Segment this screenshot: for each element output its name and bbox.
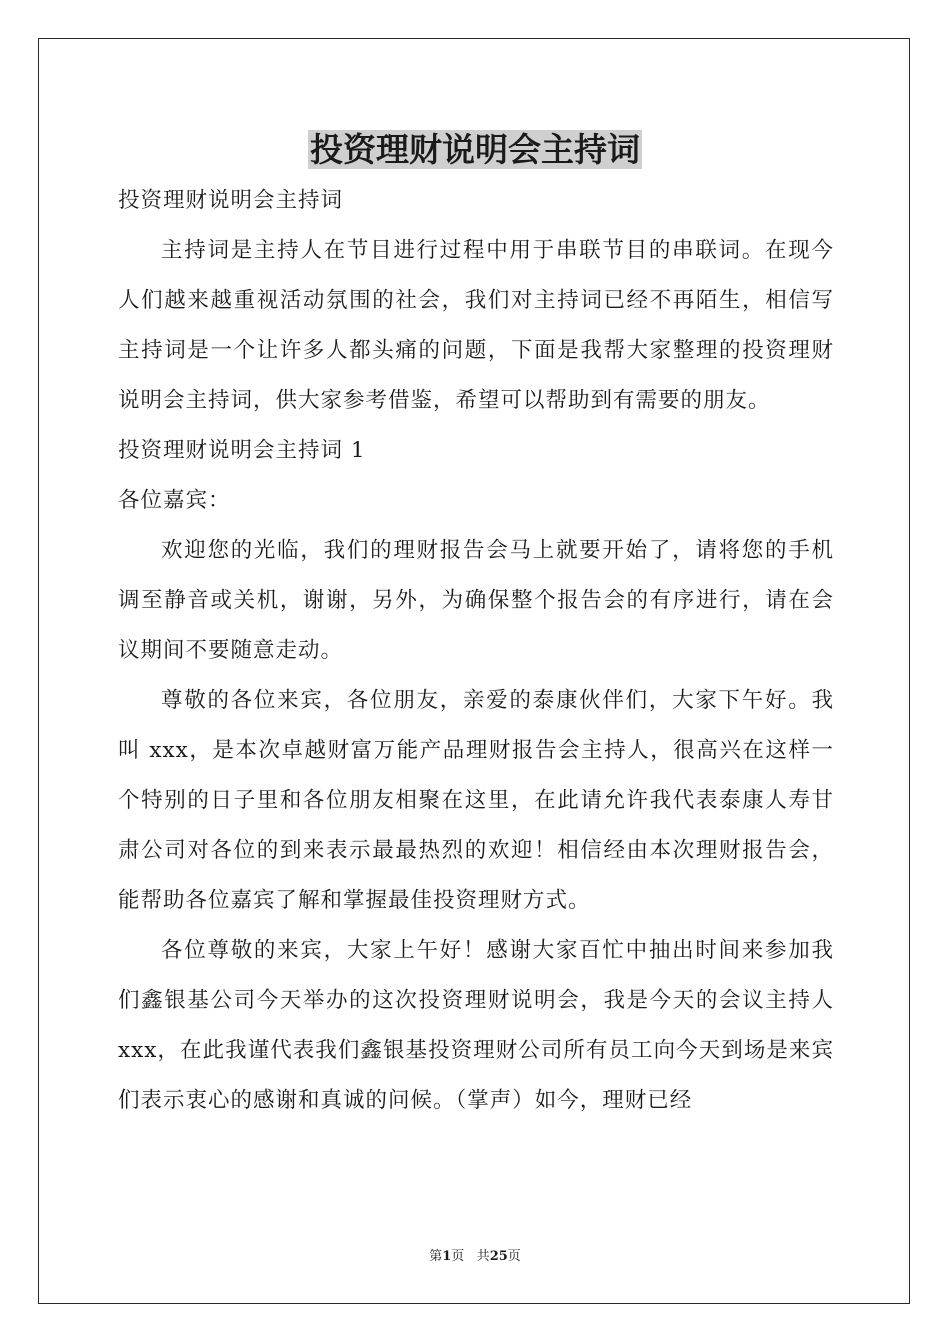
paragraph-welcome: 欢迎您的光临，我们的理财报告会马上就要开始了，请将您的手机调至静音或关机，谢谢，另外，为确保整个报告会的有序进行，请在会议期间不要随意走动。 <box>118 538 834 663</box>
page-prefix: 第 <box>429 1249 443 1264</box>
document-title-text: 投资理财说明会主持词 <box>310 130 640 169</box>
page-footer <box>0 1248 950 1266</box>
section-heading: 投资理财说明会主持词 1 <box>118 438 366 463</box>
total-prefix: 共 <box>476 1249 490 1264</box>
page-unit: 页 <box>451 1249 465 1264</box>
paragraph-greeting: 尊敬的各位来宾，各位朋友，亲爱的泰康伙伴们，大家下午好。我叫 xxx，是本次卓越财富万能产品理财报告会主持人，很高兴在这样一个特别的日子里和各位朋友相聚在这里，在此请允许我代表泰康人寿甘肃公司对各位的到来表示最最热烈的欢迎！相信经由本次理财报告会，能帮助各位嘉宾了解和掌握最佳投资理财方式。 <box>118 688 834 913</box>
subtitle: 投资理财说明会主持词 <box>118 188 344 213</box>
document-title <box>0 128 950 172</box>
page-number: 1 <box>442 1249 452 1264</box>
paragraph-intro: 主持词是主持人在节目进行过程中用于串联节目的串联词。在现今人们越来越重视活动氛围的社会，我们对主持词已经不再陌生，相信写主持词是一个让许多人都头痛的问题，下面是我帮大家整理的投资理财说明会主持词，供大家参考借鉴，希望可以帮助到有需要的朋友。 <box>118 238 834 413</box>
salutation: 各位嘉宾： <box>118 488 231 513</box>
document-body <box>118 176 834 1126</box>
total-pages: 25 <box>489 1249 508 1264</box>
total-unit: 页 <box>507 1249 521 1264</box>
paragraph-opening: 各位尊敬的来宾，大家上午好！感谢大家百忙中抽出时间来参加我们鑫银基公司今天举办的这次投资理财说明会，我是今天的会议主持人 xxx，在此我谨代表我们鑫银基投资理财公司所有员工向今天到场是来宾们表示衷心的感谢和真诚的问候。（掌声）如今，理财已经 <box>118 938 834 1113</box>
